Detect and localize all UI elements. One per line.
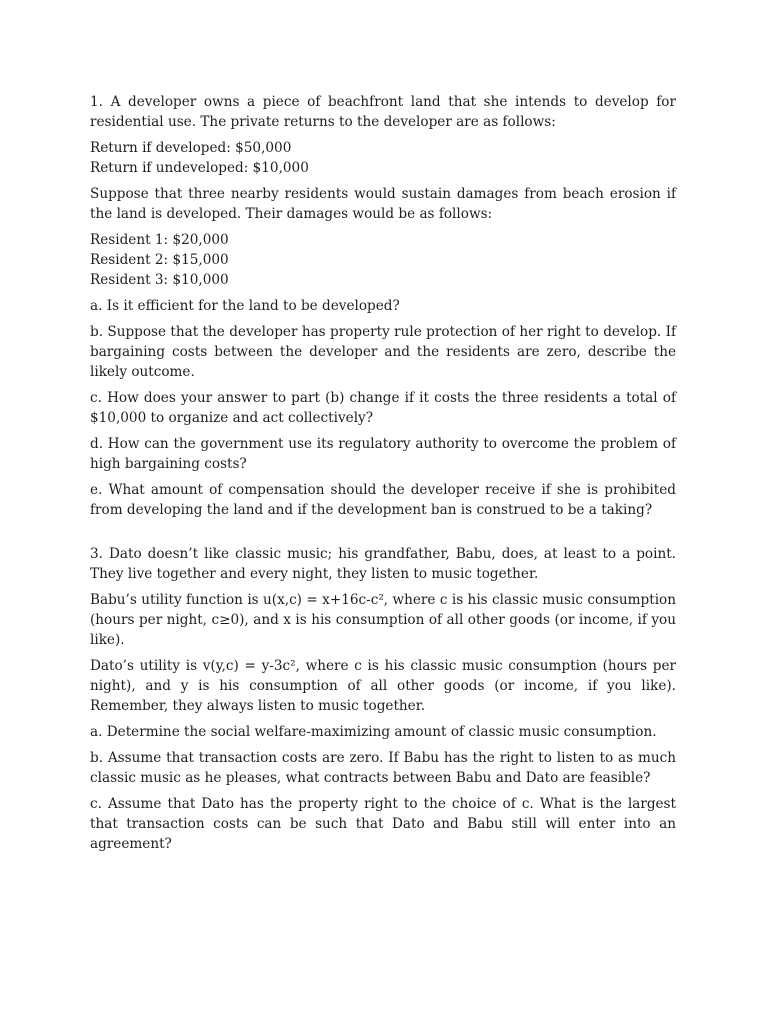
question-3-part-c: c. Assume that Dato has the property right to the choice of c. What is the largest that transaction costs can be such that Dato and Babu still will enter into an agreement?	[90, 796, 676, 852]
question-3-intro: 3. Dato doesn’t like classic music; his grandfather, Babu, does, at least to a point. They live together and every night, they listen to music together.	[90, 546, 676, 582]
return-undeveloped: Return if undeveloped: $10,000	[90, 160, 309, 176]
dato-utility-function: Dato’s utility is v(y,c) = y-3c², where c is his classic music consumption (hours per night), and y is his consumption of all other goods (or income, if you like). Remember, they always listen to music together.	[90, 658, 676, 714]
question-1-part-b: b. Suppose that the developer has property rule protection of her right to develop. If bargaining costs between the developer and the residents are zero, describe the likely outcome.	[90, 324, 676, 380]
resident-damages-list	[90, 230, 676, 290]
resident-3-damage: Resident 3: $10,000	[90, 272, 229, 288]
question-1-damages-intro: Suppose that three nearby residents would sustain damages from beach erosion if the land is developed. Their damages would be as follows:	[90, 186, 676, 222]
developer-returns-list	[90, 138, 676, 178]
question-3-part-b: b. Assume that transaction costs are zero. If Babu has the right to listen to as much classic music as he pleases, what contracts between Babu and Dato are feasible?	[90, 750, 676, 786]
section-spacer	[90, 526, 676, 544]
resident-1-damage: Resident 1: $20,000	[90, 232, 229, 248]
question-3-part-a: a. Determine the social welfare-maximizing amount of classic music consumption.	[90, 724, 657, 740]
question-1-part-e: e. What amount of compensation should the developer receive if she is prohibited from developing the land and if the development ban is construed to be a taking?	[90, 482, 676, 518]
return-developed: Return if developed: $50,000	[90, 140, 292, 156]
babu-utility-function: Babu’s utility function is u(x,c) = x+16c-c², where c is his classic music consumption (hours per night, c≥0), and x is his consumption of all other goods (or income, if you like).	[90, 592, 676, 648]
question-1-part-d: d. How can the government use its regulatory authority to overcome the problem of high bargaining costs?	[90, 436, 676, 472]
question-1-part-c: c. How does your answer to part (b) change if it costs the three residents a total of $10,000 to organize and act collectively?	[90, 390, 676, 426]
document-body	[90, 92, 676, 860]
question-1-part-a: a. Is it efficient for the land to be developed?	[90, 298, 400, 314]
resident-2-damage: Resident 2: $15,000	[90, 252, 229, 268]
question-1-intro: 1. A developer owns a piece of beachfront land that she intends to develop for residential use. The private returns to the developer are as follows:	[90, 94, 676, 130]
